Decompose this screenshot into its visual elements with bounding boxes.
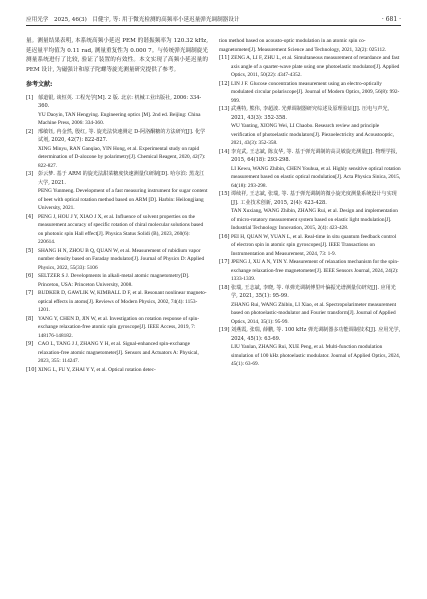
reference-continuation: tion method based on acousto-optic modulation in an atomic spin co-magnetometer[J]. Measurement Science and Technology, 2021, 32(2): 025112. <box>219 38 387 53</box>
reference-line: JPENG J, XU A N, YIN Y. Measurement of relaxation mechanism for the spin-exchange relaxation-free magnetometer[J]. IEEE Sensors Journal, 2024, 24(2): 1333-1339. <box>231 259 399 282</box>
reference-text <box>231 148 401 191</box>
reference-item <box>219 148 401 191</box>
reference-item <box>26 128 208 171</box>
reference-number: [6] <box>26 273 34 280</box>
reference-number: [2] <box>26 128 34 135</box>
reference-text <box>231 54 401 80</box>
reference-number: [4] <box>26 213 34 220</box>
reference-item <box>26 247 208 273</box>
reference-line: ZENG A, LI F, ZHU L, et al. Simultaneous measurement of retardance and fast axis angle of a quarter-wave plate using one photoelastic modulator[J]. Applied Optics, 2011, 50(22): 4347-4352. <box>231 55 400 78</box>
reference-item <box>26 170 208 213</box>
reference-line: CAO L, TANG J J, ZHANG Y H, et al. Signal-enhanced spin-exchange relaxation-free atomic magnetometer[J]. Sensors and Actuators A: Physical, 2023, 355: 114247. <box>38 341 199 365</box>
reference-number: [11] <box>219 55 230 61</box>
reference-item <box>26 272 208 289</box>
reference-text <box>38 247 208 273</box>
reference-number: [12] <box>219 80 230 87</box>
reference-line: YANG Y, CHEN D, JIN W, et al. Investigation on rotation response of spin-exchange relaxation-free atomic spin gyroscope[J]. IEEE Access, 2019, 7: 148176-148182. <box>38 315 200 339</box>
reference-line: TAN Xuxiang, WANG Zhibin, ZHANG Rui, et al. Design and implementation of micro-rotatory measurement system based on elastic light modulation[J]. Industrial Technology Innovation, 2015, 2(4): 423-428. <box>231 208 398 231</box>
reference-text <box>231 326 401 369</box>
reference-text <box>231 233 401 259</box>
reference-text <box>231 190 401 233</box>
conclusion-paragraph: 量。测量结果表明, 本系统高频小延迟 PEM 的谐振频率为 120.32 kHz, 延迟量平均值为 0.11 rad, 测量重复性为 0.000 7。与传统弹光调制旋光测量系统进行了比较, 验证了装置的有效性。本文实现了高频小延迟量的 PEM 设计, 为磁强计和原子陀螺等旋光测量研究提供了参考。 <box>26 38 208 73</box>
reference-text <box>231 80 401 106</box>
reference-line: YU Daoyin, TAN Hengying. Engineering optics [M]. 2nd ed. Beijing: China Machine Press, 2006: 334-360. <box>38 111 201 127</box>
header-rule <box>26 25 401 26</box>
reference-text <box>38 366 208 375</box>
reference-line: 刘燕霞, 张瑞, 薛鹏, 等. 100 kHz 弹光调制器多功能调制技术[J]. 应用光学, 2024, 45(1): 63-69. <box>231 327 401 342</box>
references-list-right <box>219 54 401 369</box>
reference-item <box>26 289 208 315</box>
reference-number: [5] <box>26 247 34 254</box>
reference-item <box>26 366 208 375</box>
reference-item <box>219 105 401 148</box>
reference-number: [3] <box>26 171 34 178</box>
reference-line: ZHANG Rui, WANG Zhibin, LI Xiao, et al. Spectropolarimeter measurement based on photoelastic-modulator and Fourier transform[J]. Journal of Applied Optics, 2014, 35(1): 95-99. <box>231 301 397 325</box>
reference-number: [19] <box>219 327 230 333</box>
reference-line: 武燕特, 熊伟, 李超波. 光弹调制器研究综述及原理验证[J]. 压电与声光, 2021, 43(3): 352-358. <box>231 106 390 121</box>
references-list-left <box>26 94 208 375</box>
reference-text <box>38 272 208 289</box>
reference-number: [9] <box>26 341 34 348</box>
reference-line: 谭续祥, 王志斌, 张瑞, 等. 基于弹光调制的微小旋光度测量系统设计与实现[J]. 工业技术创新, 2015, 2(4): 423-428. <box>231 191 397 206</box>
reference-item <box>219 233 401 259</box>
reference-line: PENG J, HOU J Y, XIAO J X, et al. Influence of solvent properties on the measurement accuracy of specific rotation of chiral molecular solutions based on photonic spin Hall effect[J]. Physica Status Solidi (B), 2023, 260(6): 220614. <box>38 213 204 246</box>
reference-item <box>219 284 401 327</box>
reference-number: [14] <box>219 148 230 155</box>
reference-item <box>219 80 401 106</box>
reference-text <box>38 170 208 213</box>
reference-text <box>38 340 208 366</box>
reference-item <box>219 190 401 233</box>
reference-number: [17] <box>219 259 230 265</box>
reference-line: XING L, FU Y, ZHAI Y Y, et al. Optical rotation detec- <box>38 366 156 373</box>
reference-text <box>38 213 208 247</box>
reference-line: SHANG H N, ZHOU B Q, QUAN W, et al. Measurement of rubidium vapor number density based on Faraday modulator[J]. Journal of Physics D: Applied Physics, 2022, 55(33): 5106 <box>38 247 205 271</box>
reference-number: [8] <box>26 315 34 322</box>
right-column <box>219 37 401 369</box>
reference-line: 邢敏钰, 冉金然, 殷红, 等. 旋光法快速测定 D-阿洛酮糖的方法研究[J]. 化学试剂, 2020, 42(7): 822-827. <box>38 128 206 144</box>
reference-line: 彭云梦. 基于 ARM 的旋光法甜菜糖度快速测量仪研制[D]. 哈尔滨: 黑龙江大学, 2021. <box>38 171 205 186</box>
reference-line: 张瑞, 王志斌, 李晓, 等. 单弹光调制傅里叶偏振光谱测量仪研究[J]. 应用光学, 2021, 35(1): 95-99. <box>231 284 396 299</box>
reference-line: PENG Yunmeng. Development of a fast measuring instrument for sugar content of beet with optical rotation method based on ARM [D]. Harbin: Heilongjiang University, 2021. <box>38 188 208 212</box>
reference-number: [1] <box>26 94 34 101</box>
reference-item <box>26 213 208 247</box>
references-heading: 参考文献: <box>26 81 53 89</box>
reference-line: WU Yanting, XIONG Wei, LI Chaobo. Research review and principle verification of photoelastic modulators[J]. Piezoelectricity and Acoustooptic, 2021, 43(3): 352-358. <box>231 123 394 146</box>
page-number: · 681 · <box>381 16 401 23</box>
reference-number: [10] <box>26 366 37 373</box>
reference-line: XING Minyu, RAN Ganqiao, YIN Hong, et al. Experimental study on rapid determination of D-alozone by polarimetry[J]. Chemical Reagent, 2020, 42(7): 822-827. <box>38 145 206 169</box>
reference-line: SELTZER S J. Developments in alkali-metal atomic magnetometry[D]. Princeton, USA: Princeton University, 2008. <box>38 273 190 288</box>
reference-number: [15] <box>219 191 230 197</box>
reference-text <box>231 284 401 327</box>
reference-number: [16] <box>219 233 230 240</box>
running-header <box>26 13 401 23</box>
reference-line: 郁道银, 谈恒英. 工程光学[M]. 2 版. 北京: 机械工业出版社, 2006: 334-360. <box>38 94 202 110</box>
reference-item <box>26 315 208 341</box>
reference-line: PEI H, QUAN W, YUAN L, et al. Real-time in situ quantum feedback control of electron spin in atomic spin gyroscopes[J]. IEEE Transactions on Instrumentation and Measurement, 2024, 73: 1-9. <box>231 233 397 257</box>
reference-number: [18] <box>219 284 230 291</box>
reference-item <box>26 340 208 366</box>
reference-text <box>38 289 208 315</box>
reference-text <box>38 315 208 341</box>
reference-line: LIU Yanlan, ZHANG Rui, XUE Peng, et al. Multi-function modulation simulation of 100 kHz photoelastic modulator. Journal of Applied Optics, 2024, 45(1): 63-69. <box>231 344 401 367</box>
reference-line: LIN J F. Glucose concentration measurement using an electro-optically modulated circular polariscope[J]. Journal of Modern Optics, 2009, 56(8): 992-999. <box>231 80 400 104</box>
reference-text <box>231 258 401 284</box>
reference-item <box>219 326 401 369</box>
reference-line: LI Kewu, WANG Zhibin, CHEN Youhua, et al. Highly sensitive optical rotation measurement based on elastic optical modulation[J]. Acta Physica Sinica, 2015, 64(18): 293-298. <box>231 165 401 189</box>
reference-text <box>231 105 401 148</box>
running-header-text: 应用光学 2025, 46(3) 目健宇, 等: 用于微光检测的高频率小延迟量弹光调制器设计 <box>26 17 240 23</box>
reference-number: [7] <box>26 290 34 297</box>
reference-line: BUDKER D, GAWLIK W, KIMBALL D F, et al. Resonant nonlinear magneto-optical effects in atoms[J]. Reviews of Modern Physics, 2002, 74(4): 1153-1201. <box>38 290 207 314</box>
reference-text <box>38 128 208 171</box>
reference-line: 李克武, 王志斌, 陈友华, 等. 基于弹光调制的高灵敏旋光测量[J]. 物理学报, 2015, 64(18): 293-298. <box>231 148 398 163</box>
reference-item <box>26 94 208 128</box>
reference-item <box>219 258 401 284</box>
left-column <box>26 37 208 374</box>
reference-text <box>38 94 208 128</box>
reference-item <box>219 54 401 80</box>
reference-number: [13] <box>219 106 230 112</box>
